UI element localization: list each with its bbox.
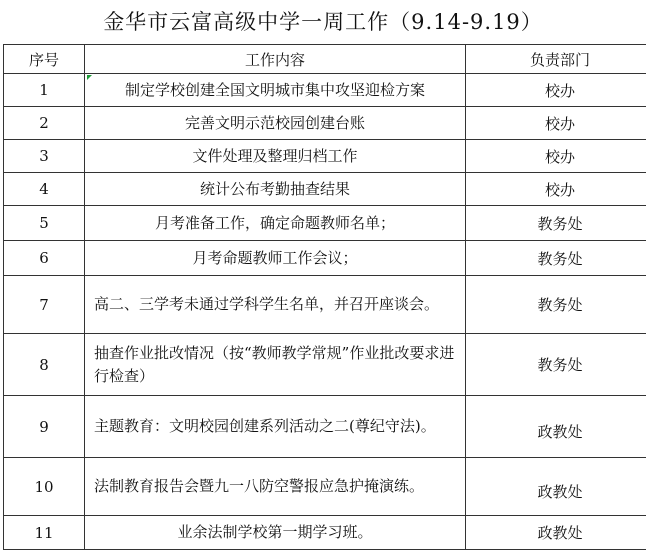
row-department: 政教处 xyxy=(466,516,646,550)
row-number: 2 xyxy=(4,107,85,140)
table-row xyxy=(4,173,646,206)
table-header-row xyxy=(4,45,646,74)
row-department: 校办 xyxy=(466,107,646,140)
row-number: 5 xyxy=(4,206,85,241)
cell-comment-marker xyxy=(87,75,92,80)
row-number: 4 xyxy=(4,173,85,206)
table-row xyxy=(4,206,646,241)
row-task: 抽查作业批改情况（按“教师教学常规”作业批改要求进行检查） xyxy=(85,334,466,396)
table-row xyxy=(4,396,646,458)
header-department: 负责部门 xyxy=(466,45,646,74)
table-row xyxy=(4,241,646,276)
table-row xyxy=(4,276,646,334)
table-row xyxy=(4,334,646,396)
row-task: 主题教育：文明校园创建系列活动之二(尊纪守法)。 xyxy=(85,396,466,458)
row-number: 1 xyxy=(4,74,85,107)
table-row xyxy=(4,140,646,173)
row-number: 9 xyxy=(4,396,85,458)
row-department: 教务处 xyxy=(466,206,646,241)
row-department: 教务处 xyxy=(466,241,646,276)
row-task: 月考准备工作，确定命题教师名单； xyxy=(85,206,466,241)
row-department: 校办 xyxy=(466,173,646,206)
header-task: 工作内容 xyxy=(85,45,466,74)
table-row xyxy=(4,74,646,107)
row-task: 法制教育报告会暨九一八防空警报应急护掩演练。 xyxy=(85,458,466,516)
row-task: 月考命题教师工作会议； xyxy=(85,241,466,276)
row-department: 校办 xyxy=(466,74,646,107)
row-task: 制定学校创建全国文明城市集中攻坚迎检方案 xyxy=(85,74,466,107)
row-number: 8 xyxy=(4,334,85,396)
row-department: 教务处 xyxy=(466,334,646,396)
page-title: 金华市云富高级中学一周工作（9.14-9.19） xyxy=(0,4,646,40)
table-row xyxy=(4,458,646,516)
table-row xyxy=(4,107,646,140)
row-task: 业余法制学校第一期学习班。 xyxy=(85,516,466,550)
row-number: 7 xyxy=(4,276,85,334)
row-department: 政教处 xyxy=(466,458,646,516)
row-task: 统计公布考勤抽查结果 xyxy=(85,173,466,206)
row-number: 6 xyxy=(4,241,85,276)
row-department: 校办 xyxy=(466,140,646,173)
row-number: 10 xyxy=(4,458,85,516)
row-task: 完善文明示范校园创建台账 xyxy=(85,107,466,140)
row-number: 3 xyxy=(4,140,85,173)
row-task: 高二、三学考未通过学科学生名单，并召开座谈会。 xyxy=(85,276,466,334)
row-department: 政教处 xyxy=(466,396,646,458)
table-row xyxy=(4,516,646,550)
row-task: 文件处理及整理归档工作 xyxy=(85,140,466,173)
header-number: 序号 xyxy=(4,45,85,74)
row-department: 教务处 xyxy=(466,276,646,334)
row-number: 11 xyxy=(4,516,85,550)
weekly-schedule-table xyxy=(3,44,646,550)
